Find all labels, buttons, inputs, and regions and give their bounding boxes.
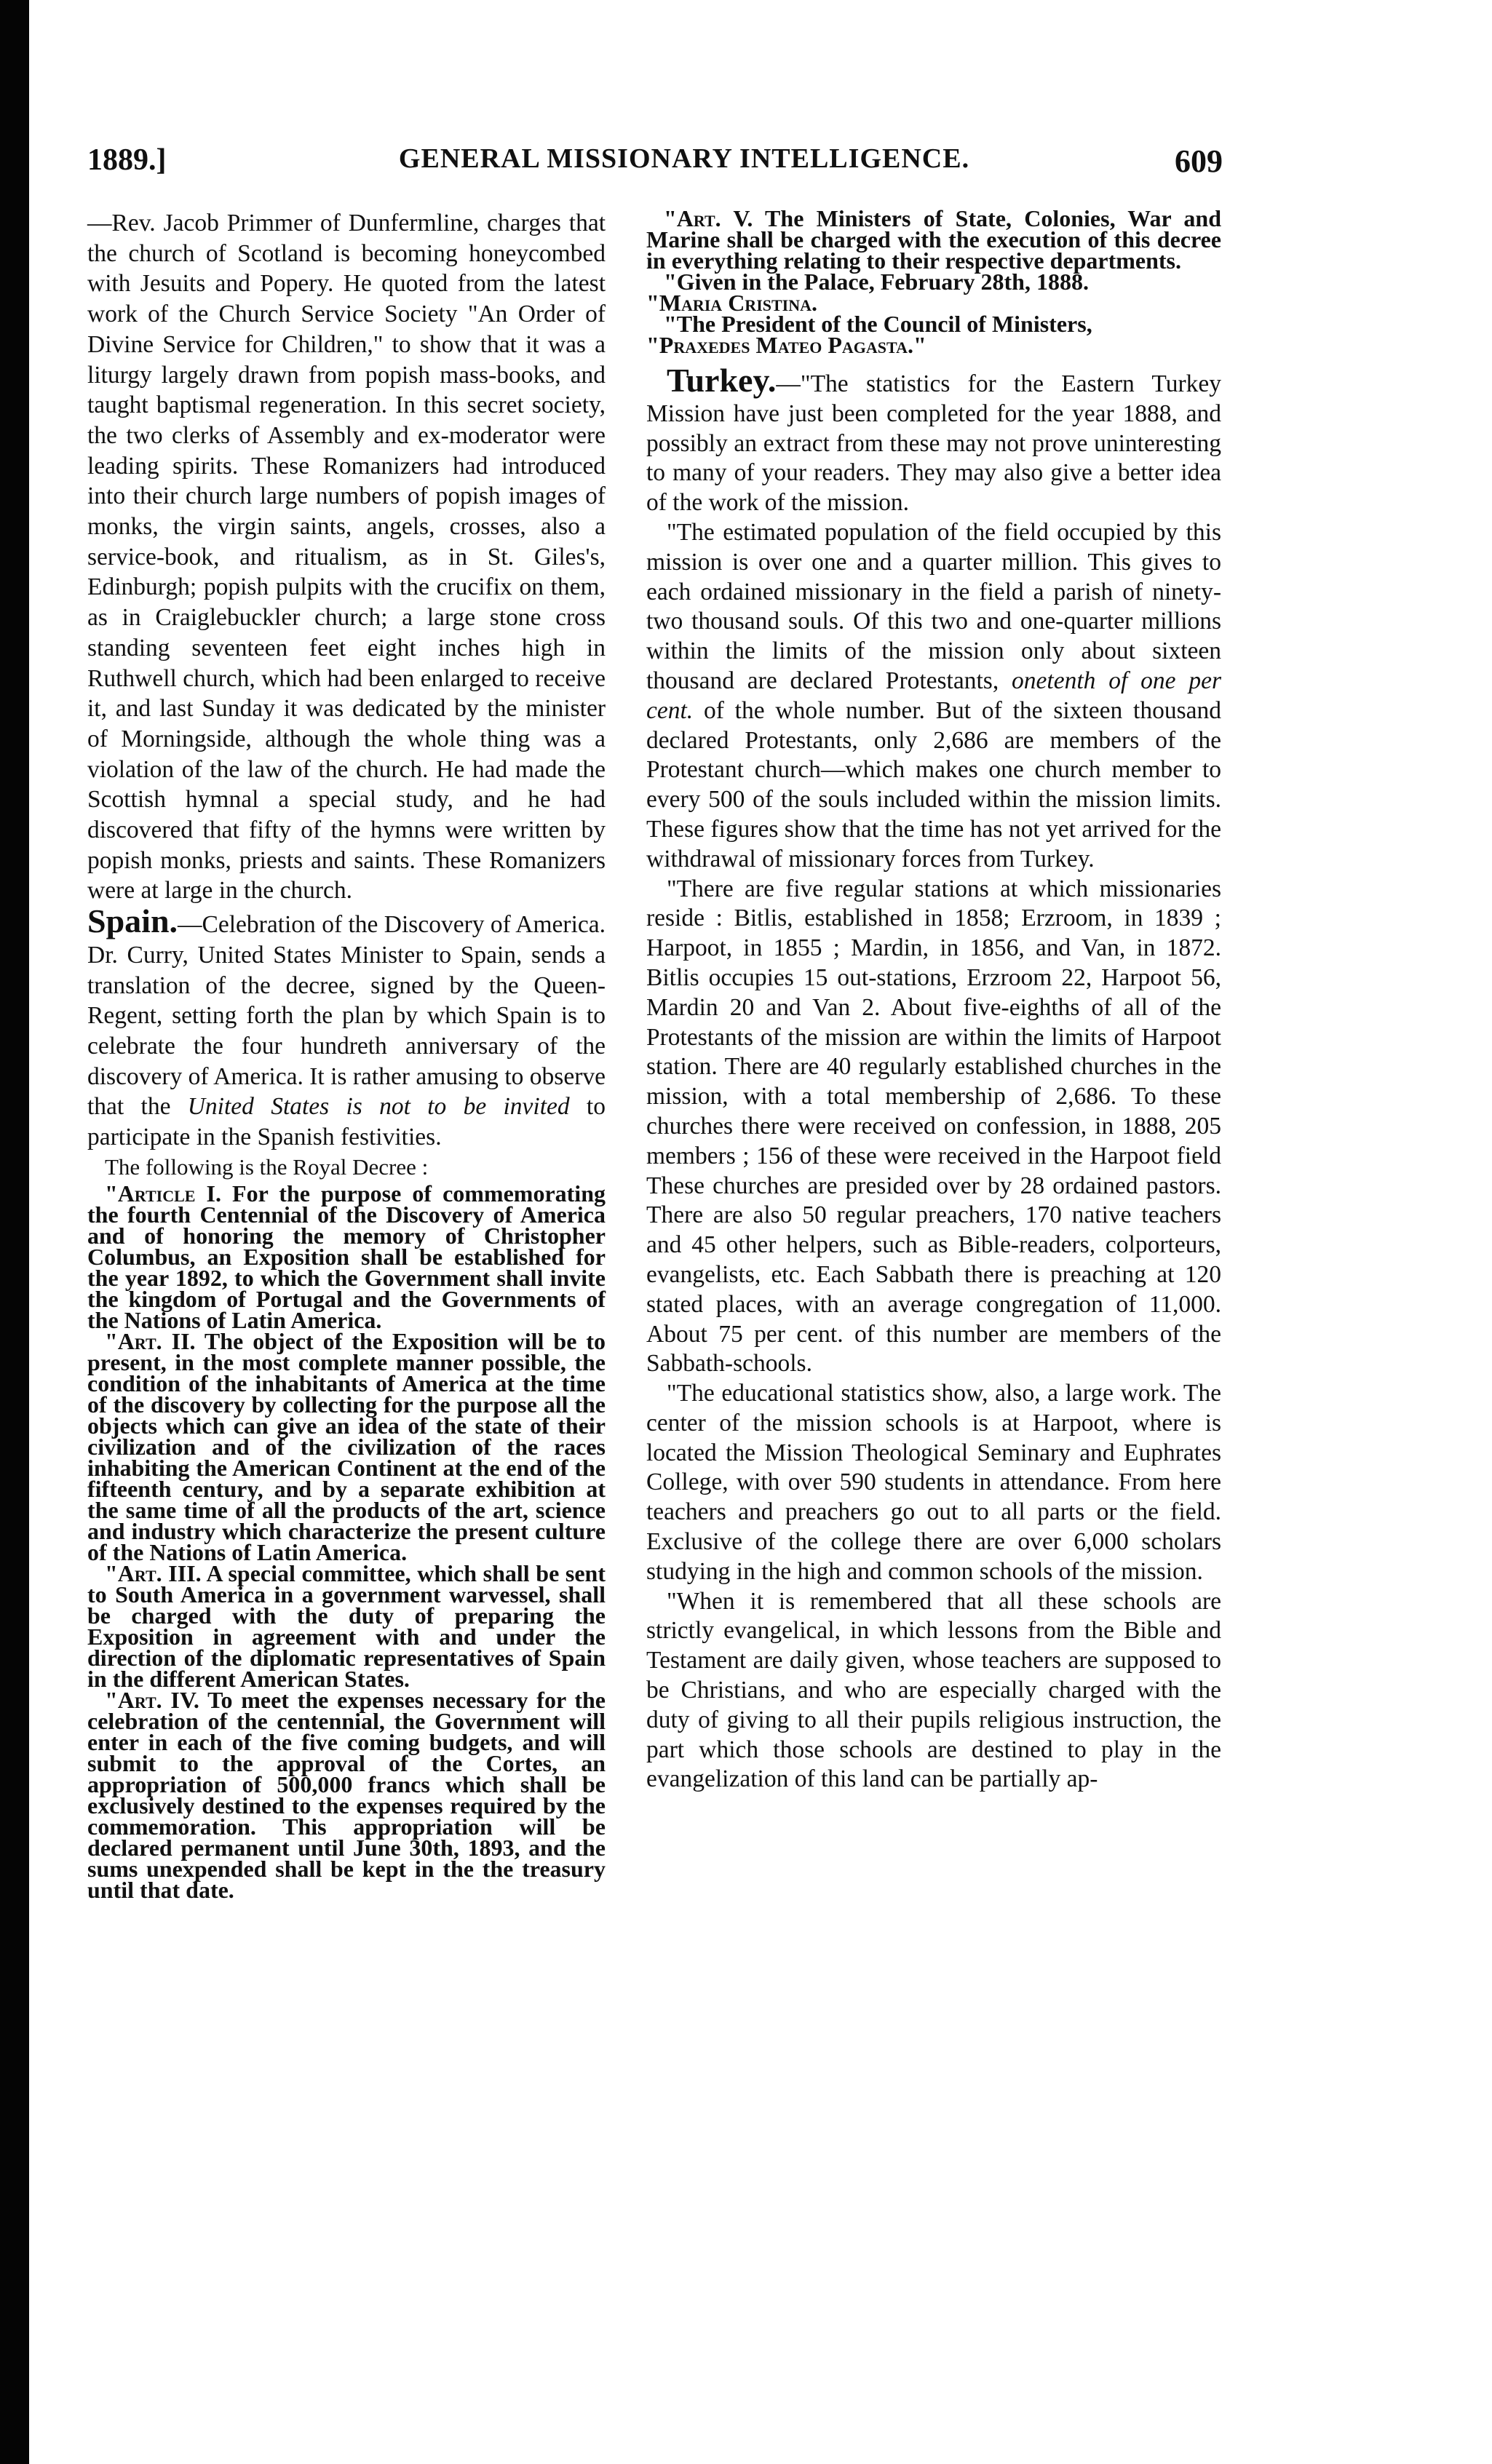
article-2-label: "Art. II. — [105, 1327, 196, 1354]
article-5 — [646, 205, 1222, 274]
article-1-text: For the purpose of commemorating the fourth Centennial of the Discovery of America and of honoring the memory of Christopher Columbus, an Exposition shall be established for the year 1892, to which the Government shall invite the kingdom of Portugal and the Governments of the Nations of Latin America. — [87, 1180, 606, 1333]
scan-border — [0, 0, 29, 2464]
article-2 — [87, 1327, 606, 1565]
evangelical-paragraph: "When it is remembered that all these schools are strictly evangelical, in which lessons from the Bible and Testament are daily given, whose teachers are supposed to be Christians, and who are especially charged with the duty of giving to all their pupils religious instruction, the part which those schools are destined to play in the evangelization of this land can be partially ap- — [646, 1587, 1221, 1793]
article-5-text: The Ministers of State, Colonies, War and Marine shall be charged with the execution of this decree in everything relating to their respective departments. — [646, 205, 1222, 274]
spain-italic: United States is not to be invited — [187, 1093, 570, 1121]
turkey-intro: —"The statistics for the Eastern Turkey Mission have just been completed for the year 1888, and possibly an extract from these may not prove uninteresting to many of your readers. They may also give a better idea of the work of the mission. — [646, 370, 1221, 517]
royal-decree-intro: The following is the Royal Decree : — [105, 1153, 429, 1180]
spain-heading: Spain. — [87, 902, 178, 940]
article-3 — [87, 1559, 606, 1692]
spain-text-before: —Celebration of the Discovery of America. Dr. Curry, United States Minister to Spain, sends a translation of the decree, signed by the Queen-Regent, setting forth the plan by which Spain is to celebrate the four hundreth anniversary of the discovery of America. It is rather amusing to observe that the — [87, 911, 606, 1121]
header-year: 1889.] — [87, 143, 167, 177]
left-column — [87, 208, 606, 1901]
education-paragraph: "The educational statistics show, also, a large work. The center of the mission schools is at Harpoot, where is located the Mission Theological Seminary and Euphrates College, with over 590 students in attendance. From here teachers and preachers go out to all parts or the field. Exclusive of the college there are over 6,000 scholars studying in the high and common schools of the mission. — [646, 1380, 1221, 1585]
primmer-paragraph: —Rev. Jacob Primmer of Dunfermline, charges that the church of Scotland is becoming honeycombed with Jesuits and Popery. He quoted from the latest work of the Church Service Society "An Order of Divine Service for Children," to show that it was a liturgy largely drawn from popish mass-books, and taught baptismal regeneration. In this secret society, the two clerks of Assembly and ex-moderator were leading spirits. These Romanizers had introduced into their church large numbers of popish images of monks, the virgin saints, angels, crosses, also a service-book, and ritualism, as in St. Giles's, Edinburgh; popish pulpits with the crucifix on them, as in Craiglebuckler church; a large stone cross standing seventeen feet eight inches high in Ruthwell church, which had been enlarged to receive it, and last Sunday it was dedicated by the minister of Morningside, although the whole thing was a violation of the law of the church. He had made the Scottish hymnal a special study, and he had discovered that fifty of the hymns were written by popish monks, priests and saints. These Romanizers were at large in the church. — [87, 210, 606, 905]
right-column — [646, 205, 1222, 1795]
page-header — [87, 143, 1223, 194]
article-2-text: The object of the Exposition will be to present, in the most complete manner possible, the condition of the inhabitants of America at the time of the discovery by collecting for the purpose all the objects which can give an idea of the state of their civilization and of the civilization of the races inhabiting the American Continent at the end of the fifteenth century, and by a separate exhibition at the same time of all the products of the art, science and industry which characterize the present culture of the Nations of Latin America. — [87, 1327, 606, 1565]
population-italic: onetenth of one per cent. — [646, 667, 1221, 724]
given-line: "Given in the Palace, February 28th, 1888. — [664, 269, 1089, 295]
header-title: GENERAL MISSIONARY INTELLIGENCE. — [398, 143, 970, 174]
article-4 — [87, 1686, 606, 1903]
spain-text-after: to participate in the Spanish festivities. — [87, 1093, 606, 1151]
president-line: "The President of the Council of Ministers, — [664, 311, 1092, 337]
article-3-label: "Art. III. — [105, 1559, 202, 1586]
article-5-label: "Art. V. — [664, 205, 753, 231]
article-1-label: "Article I. — [105, 1180, 221, 1207]
population-text-before: "The estimated population of the field occupied by this mission is over one and a quarter million. This gives to each ordained missionary in the field a parish of ninety-two thousand souls. Of this two and one-quarter millions within the limits of the mission only about sixteen thousand are declared Protestants, — [646, 518, 1221, 694]
signature-queen: "Maria Cristina. — [646, 290, 817, 316]
turkey-section — [646, 362, 1221, 518]
article-3-text: A special committee, which shall be sent to South America in a government warvessel, shall be charged with the duty of preparing the Exposition in agreement with and under the direction of the diplomatic representatives of Spain in the different American States. — [87, 1559, 606, 1692]
population-paragraph — [646, 518, 1221, 875]
signature-president: "Praxedes Mateo Pagasta." — [646, 332, 926, 358]
spain-section — [87, 902, 606, 1153]
article-1 — [87, 1180, 606, 1333]
page-number: 609 — [1175, 143, 1223, 179]
stations-paragraph: "There are five regular stations at which missionaries reside : Bitlis, established in 1858; Erzroom, in 1839 ; Harpoot, in 1855 ; Mardin, in 1856, and Van, in 1872. Bitlis occupies 15 out-stations, Erzroom 22, Harpoot 56, Mardin 20 and Van 2. About five-eighths of all of the Protestants of the mission are within the limits of Harpoot station. There are 40 regularly established churches in the mission, with a total membership of 2,686. To these churches there were received on confession, in 1888, 205 members ; 156 of these were received in the Harpoot field These churches are presided over by 28 ordained pastors. There are also 50 regular preachers, 170 native teachers and 45 other helpers, such as Bible-readers, colporteurs, evangelists, etc. Each Sabbath there is preaching at 120 stated places, with an average congregation of 11,000. About 75 per cent. of this number are members of the Sabbath-schools. — [646, 875, 1221, 1378]
article-4-text: To meet the expenses necessary for the celebration of the centennial, the Government will enter in each of the five coming budgets, and will submit to the approval of the Cortes, an appropriation of 500,000 francs which shall be exclusively destined to the expenses required by the commemoration. This appropriation will be declared permanent until June 30th, 1893, and the sums unexpended shall be kept in the the treasury until that date. — [87, 1686, 606, 1903]
article-4-label: "Art. IV. — [105, 1686, 199, 1713]
turkey-heading: Turkey. — [667, 362, 777, 399]
population-text-after: of the whole number. But of the sixteen thousand declared Protestants, only 2,686 are members of the Protestant church—which makes one church member to every 500 of the souls included within the mission limits. These figures show that the time has not yet arrived for the withdrawal of missionary forces from Turkey. — [646, 696, 1221, 873]
